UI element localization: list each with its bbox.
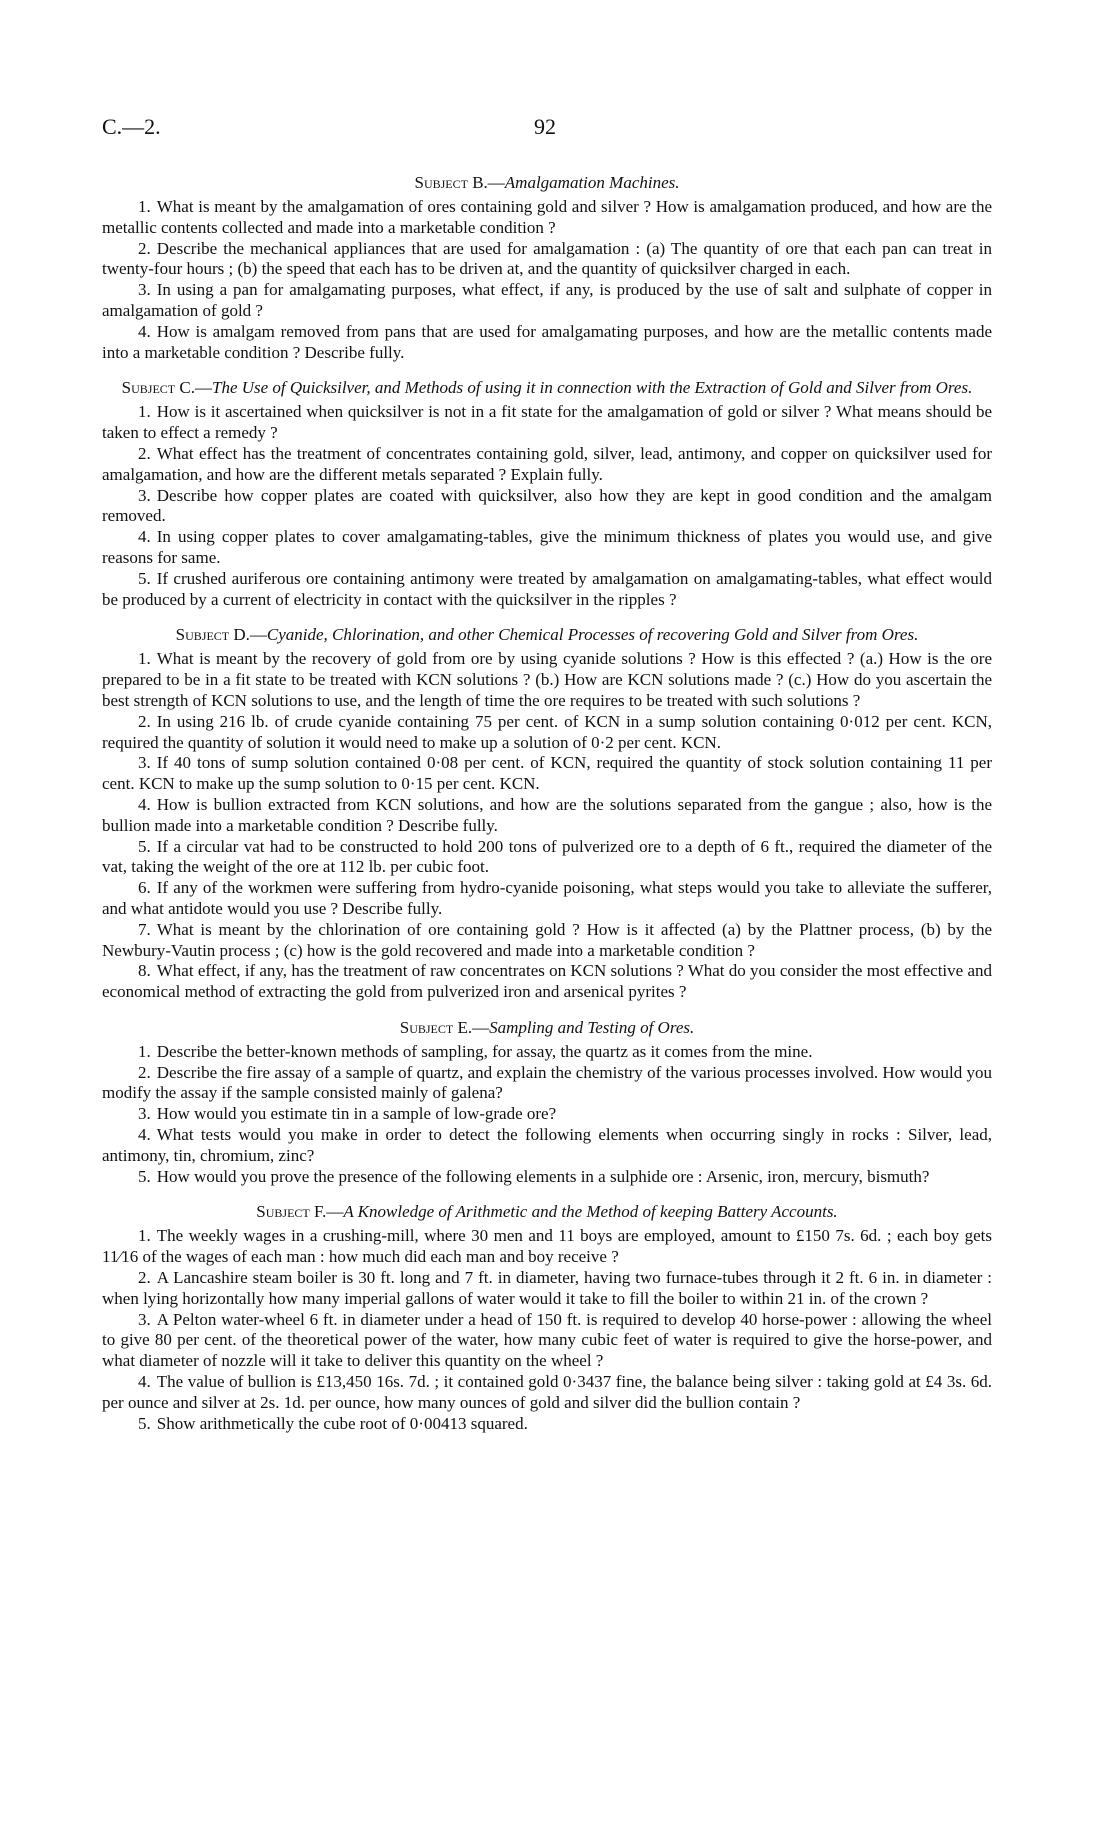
question: 7. What is meant by the chlorination of ore containing gold ? How is it affected (a) by the Plattner process, (b) by the Newbury-Vautin process ; (c) how is the gold recovered and made into a marketable condition ? [102,919,992,960]
subject-e-heading: Subject E.—Sampling and Testing of Ores. [399,1017,695,1037]
question: 2. A Lancashire steam boiler is 30 ft. long and 7 ft. in diameter, having two furnace-tubes through it 2 ft. 6 in. in diameter : when lying horizontally how many imperial gallons of water would it take to fill the boiler to within 21 in. of the crown ? [102,1268,992,1308]
subject-d-section [102,624,992,1003]
question: 1. The weekly wages in a crushing-mill, where 30 men and 11 boys are employed, amount to £150 7s. 6d. ; each boy gets 11⁄16 of the wages of each man : how much did each man and boy receive ? [102,1226,992,1267]
question: 8. What effect, if any, has the treatment of raw concentrates on KCN solutions ? What do you consider the most effective and economical method of extracting the gold from pulverized iron and arsenical pyrites ? [102,961,992,1002]
question: 1. How is it ascertained when quicksilver is not in a fit state for the amalgamation of gold or silver ? What means should be taken to effect a remedy ? [102,402,992,443]
report-code: C.—2. [102,114,161,139]
question: 3. Describe how copper plates are coated with quicksilver, also how they are kept in good condition and the amalgam removed. [102,485,992,526]
subject-c-heading: Subject C.—The Use of Quicksilver, and Methods of using it in connection with the Extraction of Gold and Silver from Ores. [121,378,973,398]
question: 4. How is amalgam removed from pans that are used for amalgamating purposes, and how are the metallic contents made into a marketable condition ? Describe fully. [102,321,992,362]
subject-c-section [102,377,992,610]
subject-b-heading: Subject B.—Amalgamation Machines. [414,173,680,192]
question: 6. If any of the workmen were suffering from hydro-cyanide poisoning, what steps would you take to alleviate the sufferer, and what antidote would you use ? Describe fully. [102,878,992,918]
page-number: 92 [534,114,556,139]
question: 3. In using a pan for amalgamating purposes, what effect, if any, is produced by the use of salt and sulphate of copper in amalgamation of gold ? [102,280,992,320]
subject-d-heading: Subject D.—Cyanide, Chlorination, and other Chemical Processes of recovering Gold and Silver from Ores. [175,625,919,645]
question: 5. If a circular vat had to be constructed to hold 200 tons of pulverized ore to a depth of 6 ft., required the diameter of the vat, taking the weight of the ore at 112 lb. per cubic foot. [102,836,992,877]
subject-f-section [102,1201,992,1434]
subject-e-section [102,1017,992,1188]
question: 2. What effect has the treatment of concentrates containing gold, silver, lead, antimony, and copper on quicksilver used for amalgamation, and how are the different metals separated ? Explain fully. [102,443,992,484]
question: 5. If crushed auriferous ore containing antimony were treated by amalgamation on amalgamating-tables, what effect would be produced by a current of electricity in contact with the quicksilver in the ripples ? [102,568,992,609]
question: 4. In using copper plates to cover amalgamating-tables, give the minimum thickness of plates you would use, and give reasons for same. [102,527,992,567]
question: 3. How would you estimate tin in a sample of low-grade ore? [138,1104,557,1124]
question: 1. What is meant by the amalgamation of ores containing gold and silver ? How is amalgamation produced, and how are the metallic contents collected and made into a marketable condition ? [102,197,992,237]
document-page [102,114,992,1448]
question: 3. A Pelton water-wheel 6 ft. in diameter under a head of 150 ft. is required to develop 40 horse-power : allowing the wheel to give 80 per cent. of the theoretical power of the water, how many cubic feet of water is required to give the horse-power, and what diameter of nozzle will it take to deliver this quantity on the wheel ? [102,1309,992,1371]
question: 2. In using 216 lb. of crude cyanide containing 75 per cent. of KCN in a sump solution containing 0·012 per cent. KCN, required the quantity of solution it would need to make up a solution of 0·2 per cent. KCN. [102,711,992,752]
question: 1. What is meant by the recovery of gold from ore by using cyanide solutions ? How is this effected ? (a.) How is the ore prepared to be in a fit state to be treated with KCN solutions ? (b.) How are KCN solutions made ? (c.) How do you ascertain the best strength of KCN solutions to use, and the length of time the ore requires to be treated with such solutions ? [102,649,992,710]
question: 4. How is bullion extracted from KCN solutions, and how are the solutions separated from the gangue ; also, how is the bullion made into a marketable condition ? Describe fully. [102,794,992,835]
question: 2. Describe the mechanical appliances that are used for amalgamation : (a) The quantity of ore that each pan can treat in twenty-four hours ; (b) the speed that each has to be driven at, and the quantity of quicksilver charged in each. [102,238,992,279]
subject-b-section [102,172,992,363]
question: 2. Describe the fire assay of a sample of quartz, and explain the chemistry of the various processes involved. How would you modify the assay if the sample consisted mainly of galena? [102,1062,992,1103]
question: 4. The value of bullion is £13,450 16s. 7d. ; it contained gold 0·3437 fine, the balance being silver : taking gold at £4 3s. 6d. per ounce and silver at 2s. 1d. per ounce, how many ounces of gold and silver did the bullion contain ? [102,1372,992,1412]
page-header [102,114,992,146]
subject-f-heading: Subject F.—A Knowledge of Arithmetic and the Method of keeping Battery Accounts. [256,1202,838,1222]
question: 1. Describe the better-known methods of sampling, for assay, the quartz as it comes from the mine. [138,1041,813,1061]
question: 3. If 40 tons of sump solution contained 0·08 per cent. of KCN, required the quantity of stock solution containing 11 per cent. KCN to make up the sump solution to 0·15 per cent. KCN. [102,753,992,794]
question: 5. How would you prove the presence of the following elements in a sulphide ore : Arsenic, iron, mercury, bismuth? [138,1166,930,1186]
question: 5. Show arithmetically the cube root of 0·00413 squared. [138,1413,528,1433]
question: 4. What tests would you make in order to detect the following elements when occurring singly in rocks : Silver, lead, antimony, tin, chromium, zinc? [102,1125,992,1165]
